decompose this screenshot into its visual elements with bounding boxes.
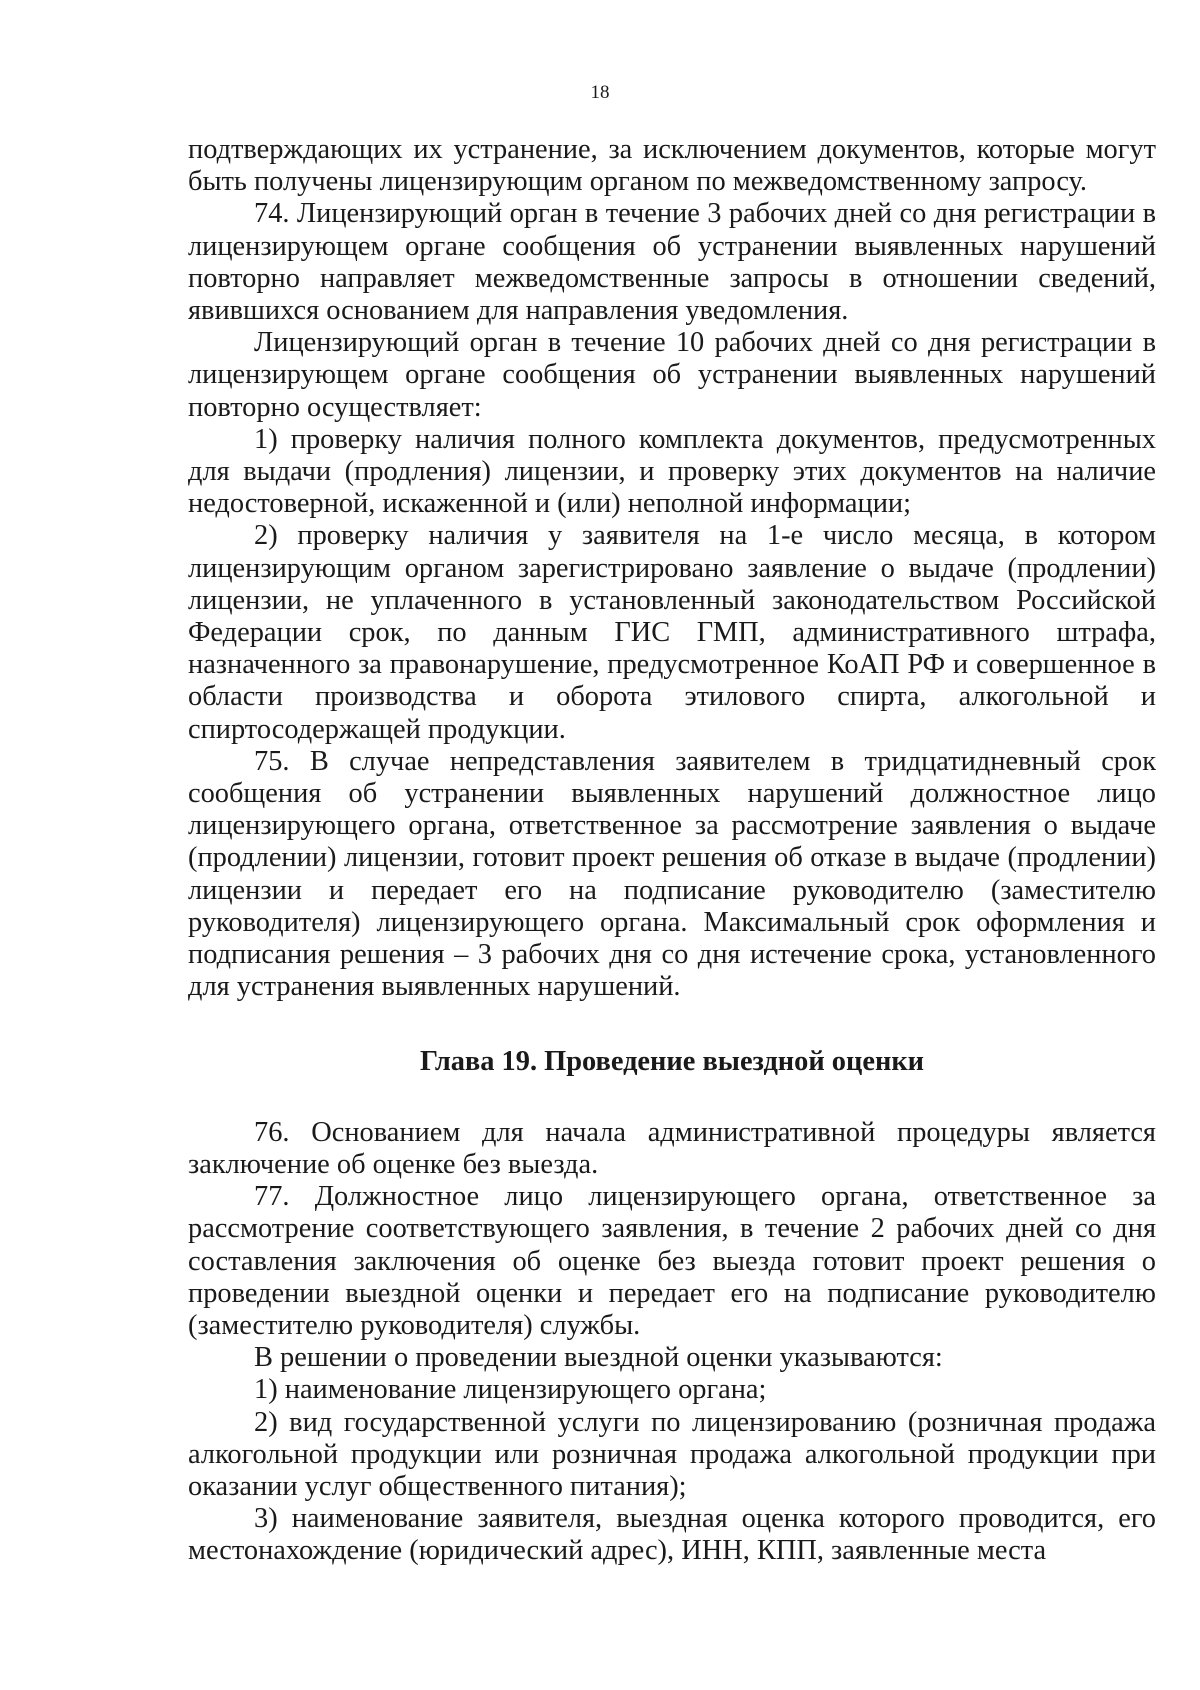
decision-item-2: 2) вид государственной услуги по лицензированию (розничная продажа алкогольной продукции или розничная продажа алкогольной продукции при оказании услуг общественного питания); xyxy=(188,1406,1156,1502)
paragraph-76: 76. Основанием для начала административной процедуры является заключение об оценке без выезда. xyxy=(188,1116,1156,1180)
paragraph-continuation: подтверждающих их устранение, за исключением документов, которые могут быть получены лицензирующим органом по межведомственному запросу. xyxy=(188,134,1156,198)
paragraph-74: 74. Лицензирующий орган в течение 3 рабочих дней со дня регистрации в лицензирующем органе сообщения об устранении выявленных нарушений повторно направляет межведомственные запросы в отношении сведений, явившихся основанием для направления уведомления. xyxy=(188,198,1156,327)
paragraph-77: 77. Должностное лицо лицензирующего органа, ответственное за рассмотрение соответствующего заявления, в течение 2 рабочих дней со дня составления заключения об оценке без выезда готовит проект решения о проведении выездной оценки и передает его на подписание руководителю (заместителю руководителя) службы. xyxy=(188,1181,1156,1341)
list-item-1-document-check: 1) проверку наличия полного комплекта документов, предусмотренных для выдачи (продления) лицензии, и проверку этих документов на наличие недостоверной, искаженной и (или) неполной информации; xyxy=(188,423,1156,520)
decision-contents-intro: В решении о проведении выездной оценки указываются: xyxy=(254,1342,943,1374)
decision-item-1: 1) наименование лицензирующего органа; xyxy=(254,1374,767,1406)
paragraph-74-second: Лицензирующий орган в течение 10 рабочих дней со дня регистрации в лицензирующем органе сообщения об устранении выявленных нарушений повторно осуществляет: xyxy=(188,327,1156,423)
list-item-2-fine-check: 2) проверку наличия у заявителя на 1-е число месяца, в котором лицензирующим органом зарегистрировано заявление о выдаче (продлении) лицензии, не уплаченного в установленный законодательством Российской Федерации срок, по данным ГИС ГМП, административного штрафа, назначенного за правонарушение, предусмотренное КоАП РФ и совершенное в области производства и оборота этилового спирта, алкогольной и спиртосодержащей продукции. xyxy=(188,520,1156,745)
document-body xyxy=(188,134,1156,1568)
page-number: 18 xyxy=(590,82,610,103)
chapter-heading: Глава 19. Проведение выездной оценки xyxy=(419,1046,925,1078)
paragraph-75: 75. В случае непредставления заявителем в тридцатидневный срок сообщения об устранении выявленных нарушений должностное лицо лицензирующего органа, ответственное за рассмотрение заявления о выдаче (продлении) лицензии, готовит проект решения об отказе в выдаче (продлении) лицензии и передает его на подписание руководителю (заместителю руководителя) лицензирующего органа. Максимальный срок оформления и подписания решения – 3 рабочих дня со дня истечение срока, установленного для устранения выявленных нарушений. xyxy=(188,745,1156,1003)
decision-item-3: 3) наименование заявителя, выездная оценка которого проводится, его местонахождение (юридический адрес), ИНН, КПП, заявленные места xyxy=(188,1503,1156,1567)
